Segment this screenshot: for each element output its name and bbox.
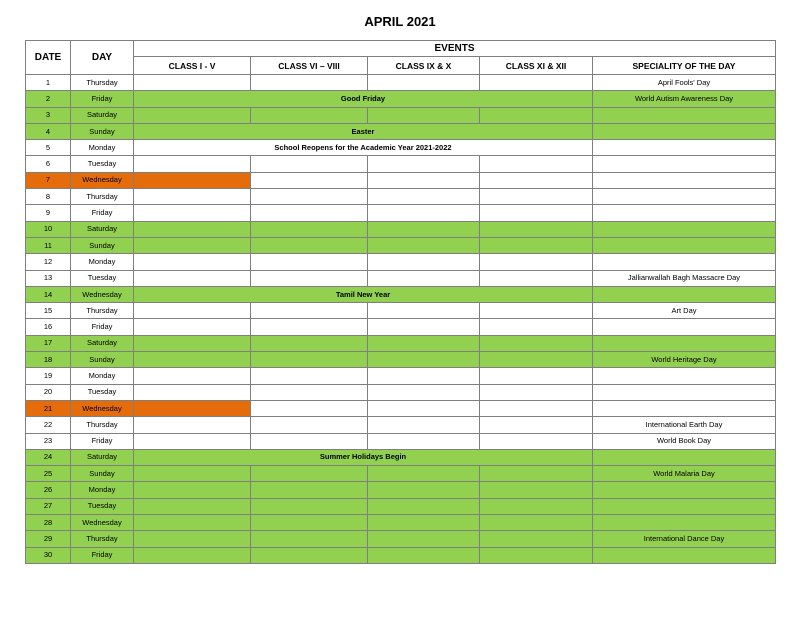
date-cell: 4 xyxy=(26,123,71,139)
class-cell xyxy=(368,384,480,400)
day-cell: Monday xyxy=(71,368,134,384)
speciality-cell: World Malaria Day xyxy=(593,466,776,482)
day-cell: Thursday xyxy=(71,189,134,205)
date-cell: 9 xyxy=(26,205,71,221)
class-cell xyxy=(368,107,480,123)
class-cell xyxy=(480,75,593,91)
speciality-cell xyxy=(593,254,776,270)
day-cell: Wednesday xyxy=(71,286,134,302)
class-cell xyxy=(368,482,480,498)
speciality-cell xyxy=(593,515,776,531)
class-cell xyxy=(251,189,368,205)
date-cell: 7 xyxy=(26,172,71,188)
table-row xyxy=(26,433,776,449)
table-row xyxy=(26,172,776,188)
class-cell xyxy=(251,254,368,270)
day-cell: Saturday xyxy=(71,449,134,465)
class-cell xyxy=(251,498,368,514)
speciality-cell xyxy=(593,189,776,205)
speciality-cell xyxy=(593,498,776,514)
class-cell xyxy=(251,107,368,123)
day-cell: Wednesday xyxy=(71,172,134,188)
day-cell: Tuesday xyxy=(71,384,134,400)
day-cell: Monday xyxy=(71,254,134,270)
day-cell: Friday xyxy=(71,433,134,449)
class-cell xyxy=(134,433,251,449)
speciality-cell xyxy=(593,384,776,400)
class-cell xyxy=(368,498,480,514)
class-i-v-header: CLASS I - V xyxy=(134,57,251,75)
speciality-cell xyxy=(593,335,776,351)
table-row xyxy=(26,400,776,416)
calendar-table xyxy=(25,40,776,564)
class-cell xyxy=(480,400,593,416)
date-cell: 2 xyxy=(26,91,71,107)
speciality-cell xyxy=(593,547,776,563)
class-cell xyxy=(134,498,251,514)
class-cell xyxy=(368,75,480,91)
class-cell xyxy=(251,547,368,563)
speciality-cell: Jallianwallah Bagh Massacre Day xyxy=(593,270,776,286)
day-cell: Sunday xyxy=(71,123,134,139)
speciality-header: SPECIALITY OF THE DAY xyxy=(593,57,776,75)
class-cell xyxy=(134,319,251,335)
day-cell: Friday xyxy=(71,91,134,107)
table-row xyxy=(26,417,776,433)
table-row xyxy=(26,515,776,531)
date-cell: 5 xyxy=(26,140,71,156)
class-cell xyxy=(134,400,251,416)
speciality-cell xyxy=(593,107,776,123)
day-cell: Wednesday xyxy=(71,515,134,531)
day-cell: Thursday xyxy=(71,417,134,433)
date-cell: 23 xyxy=(26,433,71,449)
class-cell xyxy=(251,335,368,351)
page-title: APRIL 2021 xyxy=(364,14,436,29)
speciality-cell: International Earth Day xyxy=(593,417,776,433)
table-row xyxy=(26,286,776,302)
table-row xyxy=(26,237,776,253)
event-cell: Easter xyxy=(134,123,593,139)
class-cell xyxy=(480,531,593,547)
table-row xyxy=(26,547,776,563)
day-cell: Thursday xyxy=(71,531,134,547)
event-cell: Summer Holidays Begin xyxy=(134,449,593,465)
date-cell: 17 xyxy=(26,335,71,351)
class-xi-xii-header: CLASS XI & XII xyxy=(480,57,593,75)
class-cell xyxy=(480,417,593,433)
speciality-cell xyxy=(593,221,776,237)
class-cell xyxy=(134,237,251,253)
table-row xyxy=(26,368,776,384)
class-cell xyxy=(368,466,480,482)
class-cell xyxy=(134,547,251,563)
speciality-cell: World Heritage Day xyxy=(593,352,776,368)
day-cell: Sunday xyxy=(71,352,134,368)
class-cell xyxy=(251,303,368,319)
date-cell: 21 xyxy=(26,400,71,416)
class-cell xyxy=(368,156,480,172)
speciality-cell xyxy=(593,449,776,465)
table-row xyxy=(26,270,776,286)
class-cell xyxy=(368,547,480,563)
date-cell: 18 xyxy=(26,352,71,368)
class-cell xyxy=(134,515,251,531)
class-cell xyxy=(134,417,251,433)
date-cell: 1 xyxy=(26,75,71,91)
date-cell: 27 xyxy=(26,498,71,514)
table-row xyxy=(26,205,776,221)
date-cell: 6 xyxy=(26,156,71,172)
date-cell: 19 xyxy=(26,368,71,384)
class-cell xyxy=(251,237,368,253)
day-cell: Friday xyxy=(71,205,134,221)
speciality-cell: World Autism Awareness Day xyxy=(593,91,776,107)
speciality-cell xyxy=(593,205,776,221)
speciality-cell xyxy=(593,368,776,384)
class-cell xyxy=(480,319,593,335)
class-cell xyxy=(480,335,593,351)
class-cell xyxy=(251,352,368,368)
table-row xyxy=(26,91,776,107)
class-cell xyxy=(251,400,368,416)
event-cell: Good Friday xyxy=(134,91,593,107)
date-cell: 24 xyxy=(26,449,71,465)
table-row xyxy=(26,335,776,351)
date-cell: 20 xyxy=(26,384,71,400)
class-cell xyxy=(480,352,593,368)
class-cell xyxy=(368,352,480,368)
speciality-cell xyxy=(593,319,776,335)
class-cell xyxy=(134,531,251,547)
class-cell xyxy=(251,466,368,482)
day-cell: Friday xyxy=(71,547,134,563)
class-cell xyxy=(134,303,251,319)
class-cell xyxy=(134,482,251,498)
class-cell xyxy=(368,417,480,433)
class-cell xyxy=(368,237,480,253)
table-row xyxy=(26,384,776,400)
class-cell xyxy=(134,189,251,205)
class-cell xyxy=(251,156,368,172)
date-cell: 8 xyxy=(26,189,71,205)
class-cell xyxy=(480,498,593,514)
table-row xyxy=(26,352,776,368)
class-cell xyxy=(134,172,251,188)
speciality-cell xyxy=(593,237,776,253)
day-cell: Thursday xyxy=(71,75,134,91)
date-cell: 11 xyxy=(26,237,71,253)
class-cell xyxy=(134,254,251,270)
class-cell xyxy=(480,433,593,449)
class-cell xyxy=(251,515,368,531)
speciality-cell xyxy=(593,140,776,156)
event-cell: School Reopens for the Academic Year 2021-2022 xyxy=(134,140,593,156)
class-cell xyxy=(368,270,480,286)
table-row xyxy=(26,531,776,547)
date-cell: 22 xyxy=(26,417,71,433)
speciality-cell: April Fools' Day xyxy=(593,75,776,91)
class-cell xyxy=(251,205,368,221)
date-cell: 25 xyxy=(26,466,71,482)
class-cell xyxy=(134,466,251,482)
table-row xyxy=(26,107,776,123)
day-cell: Tuesday xyxy=(71,498,134,514)
class-cell xyxy=(134,107,251,123)
class-cell xyxy=(480,189,593,205)
class-cell xyxy=(480,482,593,498)
class-ix-x-header: CLASS IX & X xyxy=(368,57,480,75)
speciality-cell xyxy=(593,172,776,188)
class-cell xyxy=(480,221,593,237)
class-cell xyxy=(251,172,368,188)
class-cell xyxy=(368,368,480,384)
class-vi-viii-header: CLASS VI – VIII xyxy=(251,57,368,75)
date-cell: 15 xyxy=(26,303,71,319)
speciality-cell: World Book Day xyxy=(593,433,776,449)
table-row xyxy=(26,466,776,482)
class-cell xyxy=(368,221,480,237)
class-cell xyxy=(480,107,593,123)
speciality-cell xyxy=(593,482,776,498)
class-cell xyxy=(251,221,368,237)
day-cell: Wednesday xyxy=(71,400,134,416)
day-cell: Tuesday xyxy=(71,156,134,172)
class-cell xyxy=(480,547,593,563)
class-cell xyxy=(134,335,251,351)
class-cell xyxy=(251,417,368,433)
events-header: EVENTS xyxy=(134,41,776,57)
class-cell xyxy=(368,172,480,188)
day-cell: Saturday xyxy=(71,107,134,123)
class-cell xyxy=(368,319,480,335)
table-row xyxy=(26,449,776,465)
class-cell xyxy=(134,75,251,91)
class-cell xyxy=(368,189,480,205)
class-cell xyxy=(134,270,251,286)
class-cell xyxy=(368,433,480,449)
table-row xyxy=(26,319,776,335)
table-row xyxy=(26,221,776,237)
speciality-cell: Art Day xyxy=(593,303,776,319)
class-cell xyxy=(251,75,368,91)
class-cell xyxy=(480,156,593,172)
class-cell xyxy=(251,319,368,335)
class-cell xyxy=(480,368,593,384)
class-cell xyxy=(134,352,251,368)
date-cell: 12 xyxy=(26,254,71,270)
table-row xyxy=(26,123,776,139)
class-cell xyxy=(251,384,368,400)
header-row-2 xyxy=(26,57,776,75)
table-row xyxy=(26,254,776,270)
date-header: DATE xyxy=(26,41,71,75)
table-row xyxy=(26,140,776,156)
date-cell: 13 xyxy=(26,270,71,286)
class-cell xyxy=(134,221,251,237)
header-row-1 xyxy=(26,41,776,57)
speciality-cell xyxy=(593,286,776,302)
class-cell xyxy=(368,515,480,531)
class-cell xyxy=(368,400,480,416)
date-cell: 14 xyxy=(26,286,71,302)
date-cell: 30 xyxy=(26,547,71,563)
day-cell: Monday xyxy=(71,482,134,498)
class-cell xyxy=(480,515,593,531)
day-cell: Tuesday xyxy=(71,270,134,286)
class-cell xyxy=(480,466,593,482)
class-cell xyxy=(251,531,368,547)
class-cell xyxy=(251,368,368,384)
class-cell xyxy=(134,384,251,400)
speciality-cell xyxy=(593,156,776,172)
day-cell: Saturday xyxy=(71,335,134,351)
calendar-body xyxy=(26,75,776,564)
class-cell xyxy=(368,254,480,270)
class-cell xyxy=(134,368,251,384)
speciality-cell xyxy=(593,400,776,416)
event-cell: Tamil New Year xyxy=(134,286,593,302)
day-cell: Saturday xyxy=(71,221,134,237)
date-cell: 28 xyxy=(26,515,71,531)
table-row xyxy=(26,189,776,205)
date-cell: 29 xyxy=(26,531,71,547)
day-cell: Sunday xyxy=(71,237,134,253)
date-cell: 16 xyxy=(26,319,71,335)
class-cell xyxy=(368,531,480,547)
class-cell xyxy=(251,270,368,286)
speciality-cell xyxy=(593,123,776,139)
date-cell: 26 xyxy=(26,482,71,498)
class-cell xyxy=(134,156,251,172)
class-cell xyxy=(368,205,480,221)
date-cell: 10 xyxy=(26,221,71,237)
class-cell xyxy=(480,237,593,253)
speciality-cell: International Dance Day xyxy=(593,531,776,547)
table-row xyxy=(26,75,776,91)
table-row xyxy=(26,156,776,172)
class-cell xyxy=(251,433,368,449)
class-cell xyxy=(480,270,593,286)
class-cell xyxy=(368,303,480,319)
day-cell: Sunday xyxy=(71,466,134,482)
class-cell xyxy=(480,303,593,319)
day-cell: Monday xyxy=(71,140,134,156)
table-row xyxy=(26,482,776,498)
class-cell xyxy=(480,172,593,188)
day-cell: Friday xyxy=(71,319,134,335)
day-cell: Thursday xyxy=(71,303,134,319)
class-cell xyxy=(480,254,593,270)
table-row xyxy=(26,303,776,319)
day-header: DAY xyxy=(71,41,134,75)
table-row xyxy=(26,498,776,514)
class-cell xyxy=(480,205,593,221)
class-cell xyxy=(134,205,251,221)
class-cell xyxy=(368,335,480,351)
class-cell xyxy=(480,384,593,400)
class-cell xyxy=(251,482,368,498)
date-cell: 3 xyxy=(26,107,71,123)
